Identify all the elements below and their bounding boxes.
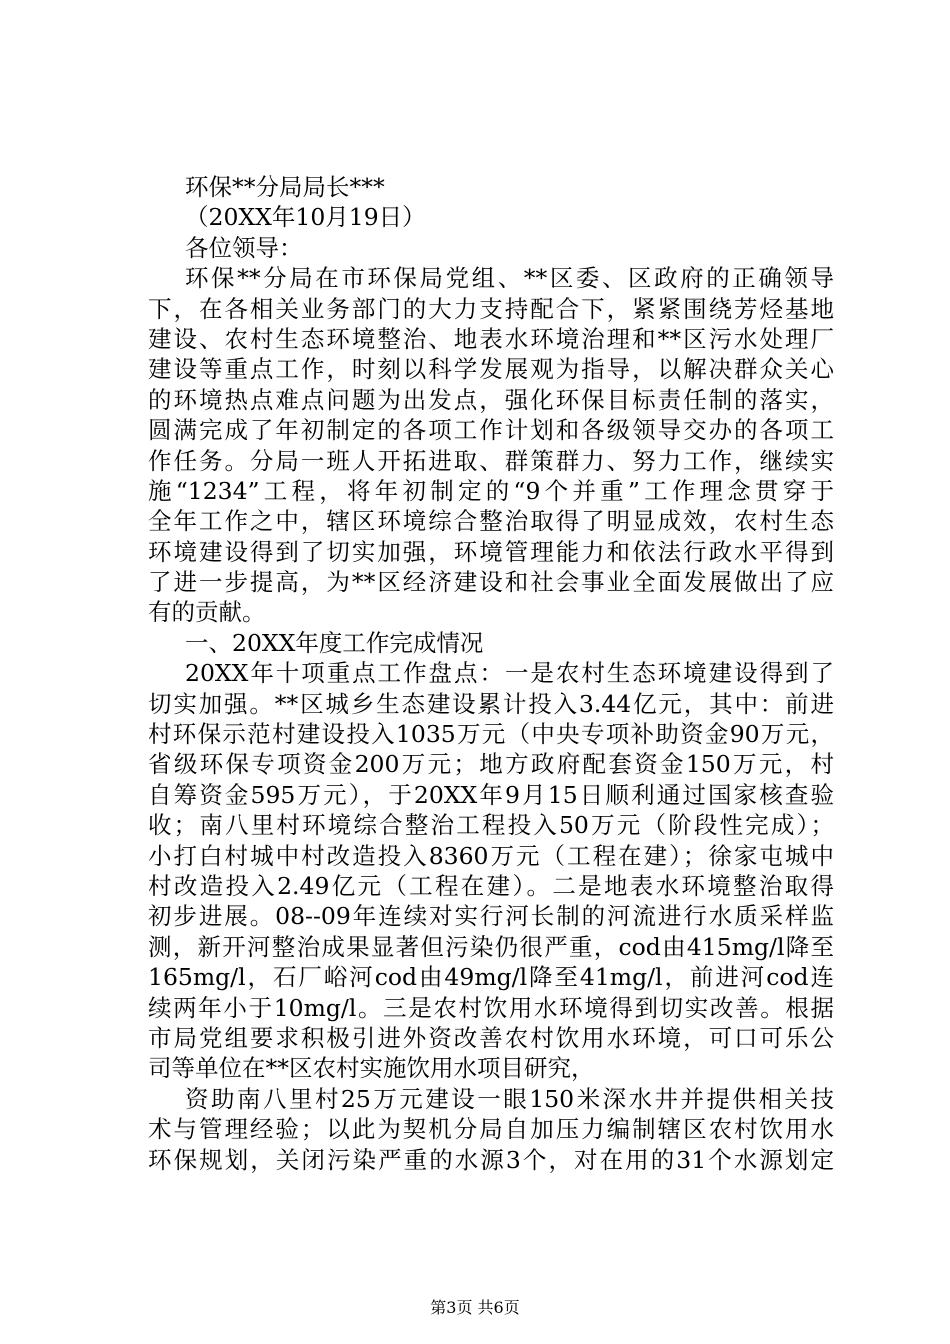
text-line: 各位领导：: [185, 233, 303, 262]
text-line: 自筹资金595万元），于20XX年9月15日顺利通过国家核查验: [148, 780, 834, 809]
text-line: 初步进展。08--09年连续对实行河长制的河流进行水质采样监: [148, 902, 834, 931]
text-line: 一、20XX年度工作完成情况: [185, 628, 484, 657]
text-line: 收；南八里村环境综合整治工程投入50万元（阶段性完成）；: [148, 811, 834, 840]
text-line: 20XX年十项重点工作盘点：一是农村生态环境建设得到了: [185, 659, 834, 688]
text-line: 环境建设得到了切实加强，环境管理能力和依法行政水平得到: [148, 537, 834, 566]
text-line: 村改造投入2.49亿元（工程在建）。二是地表水环境整治取得: [148, 871, 834, 900]
text-line: 司等单位在**区农村实施饮用水项目研究，: [148, 1054, 595, 1083]
text-line: 了进一步提高，为**区经济建设和社会事业全面发展做出了应: [148, 568, 834, 597]
text-line: （20XX年10月19日）: [185, 203, 426, 232]
text-line: 有的贡献。: [148, 598, 266, 627]
text-line: 环保规划，关闭污染严重的水源3个，对在用的31个水源划定: [148, 1145, 834, 1174]
text-line: 建设、农村生态环境整治、地表水环境治理和**区污水处理厂: [148, 324, 834, 353]
text-line: 续两年小于10mg/l。三是农村饮用水环境得到切实改善。根据: [148, 993, 834, 1022]
text-line: 环保**分局在市环保局党组、**区委、区政府的正确领导: [185, 264, 834, 293]
page-footer: 第3页 共6页: [430, 1298, 520, 1317]
text-line: 圆满完成了年初制定的各项工作计划和各级领导交办的各项工: [148, 416, 834, 445]
text-line: 术与管理经验；以此为契机分局自加压力编制辖区农村饮用水: [148, 1115, 834, 1144]
text-line: 的环境热点难点问题为出发点，强化环保目标责任制的落实，: [148, 385, 834, 414]
text-line: 下，在各相关业务部门的大力支持配合下，紧紧围绕芳烃基地: [148, 294, 834, 323]
text-line: 全年工作之中，辖区环境综合整治取得了明显成效，农村生态: [148, 507, 834, 536]
text-line: 施“1234”工程，将年初制定的“9个并重”工作理念贯穿于: [148, 476, 834, 505]
text-line: 环保**分局局长***: [185, 173, 385, 201]
text-line: 村环保示范村建设投入1035万元（中央专项补助资金90万元，: [148, 720, 834, 749]
text-line: 测，新开河整治成果显著但污染仍很严重，cod由415mg/l降至: [148, 932, 834, 961]
document-body: [148, 172, 834, 1175]
text-line: 省级环保专项资金200万元；地方政府配套资金150万元，村: [148, 750, 834, 779]
text-line: 作任务。分局一班人开拓进取、群策群力、努力工作，继续实: [148, 446, 834, 475]
text-line: 建设等重点工作，时刻以科学发展观为指导，以解决群众关心: [148, 355, 834, 384]
text-line: 资助南八里村25万元建设一眼150米深水井并提供相关技: [185, 1084, 834, 1113]
text-line: 小打白村城中村改造投入8360万元（工程在建）；徐家屯城中: [148, 841, 834, 870]
text-line: 165mg/l，石厂峪河cod由49mg/l降至41mg/l，前进河cod连: [148, 963, 834, 992]
text-line: 切实加强。**区城乡生态建设累计投入3.44亿元，其中：前进: [148, 689, 834, 718]
text-line: 市局党组要求积极引进外资改善农村饮用水环境，可口可乐公: [148, 1023, 834, 1052]
